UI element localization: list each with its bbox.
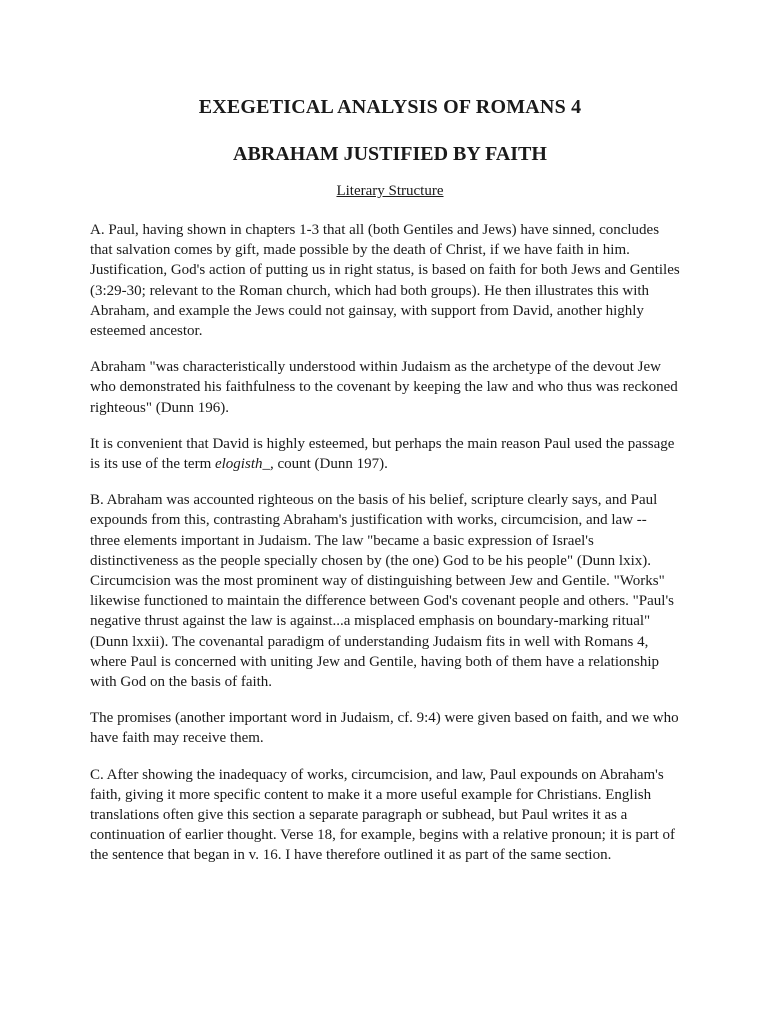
italic-term: elogisth_, xyxy=(214,456,274,473)
paragraph-b: B. Abraham was accounted righteous on the basis of his belief, scripture clearly says, and Paul expounds from this, contrasting Abraham's justification with works, circumcision, and law -- three elements important in Judaism. The law "became a basic expression of Israel's distinctiveness as the people specially chosen by (the one) God to be his people" (Dunn lxix). Circumcision was the most prominent way of distinguishing between Jew and Gentile. "Works" likewise functioned to maintain the difference between God's covenant people and others. "Paul's negative thrust against the law is against...a misplaced emphasis on boundary-marking ritual" (Dunn lxxii). The covenantal paradigm of understanding Judaism fits in well with Romans 4, where Paul is concerned with uniting Jew and Gentile, having both of them have a relationship with God on the basis of faith. xyxy=(90,492,674,691)
document-title: EXEGETICAL ANALYSIS OF ROMANS 4 xyxy=(198,96,582,118)
paragraph-david xyxy=(90,434,680,474)
paragraph-a: A. Paul, having shown in chapters 1-3 that all (both Gentiles and Jews) have sinned, concludes that salvation comes by gift, made possible by the death of Christ, if we have faith in him. Justification, God's action of putting us in right status, is based on faith for both Jews and Gentiles (3:29-30; relevant to the Roman church, which had both groups). He then illustrates this with Abraham, and example the Jews could not gainsay, with support from David, another highly esteemed ancestor. xyxy=(90,222,680,340)
paragraph-c: C. After showing the inadequacy of works, circumcision, and law, Paul expounds on Abraham's faith, giving it more specific content to make it a more useful example for Christians. English translations often give this section a separate paragraph or subhead, but Paul writes it as a continuation of earlier thought. Verse 18, for example, begins with a relative pronoun; it is part of the sentence that began in v. 16. I have therefore outlined it as part of the same section. xyxy=(90,766,675,864)
paragraph-promises: The promises (another important word in Judaism, cf. 9:4) were given based on faith, and we who have faith may receive them. xyxy=(90,710,679,747)
paragraph-david-text-start: It is convenient that David is highly esteemed, but perhaps the main reason Paul used the passage is its use of the term xyxy=(90,435,675,473)
section-heading: Literary Structure xyxy=(336,183,444,199)
document-body xyxy=(90,220,680,882)
paragraph-david-text-end: count (Dunn 197). xyxy=(273,456,388,473)
paragraph-abraham-quote: Abraham "was characteristically understood within Judaism as the archetype of the devout Jew who demonstrated his faithfulness to the covenant by keeping the law and who thus was reckoned righteous" (Dunn 196). xyxy=(90,359,678,416)
document-subtitle: ABRAHAM JUSTIFIED BY FAITH xyxy=(233,143,547,165)
